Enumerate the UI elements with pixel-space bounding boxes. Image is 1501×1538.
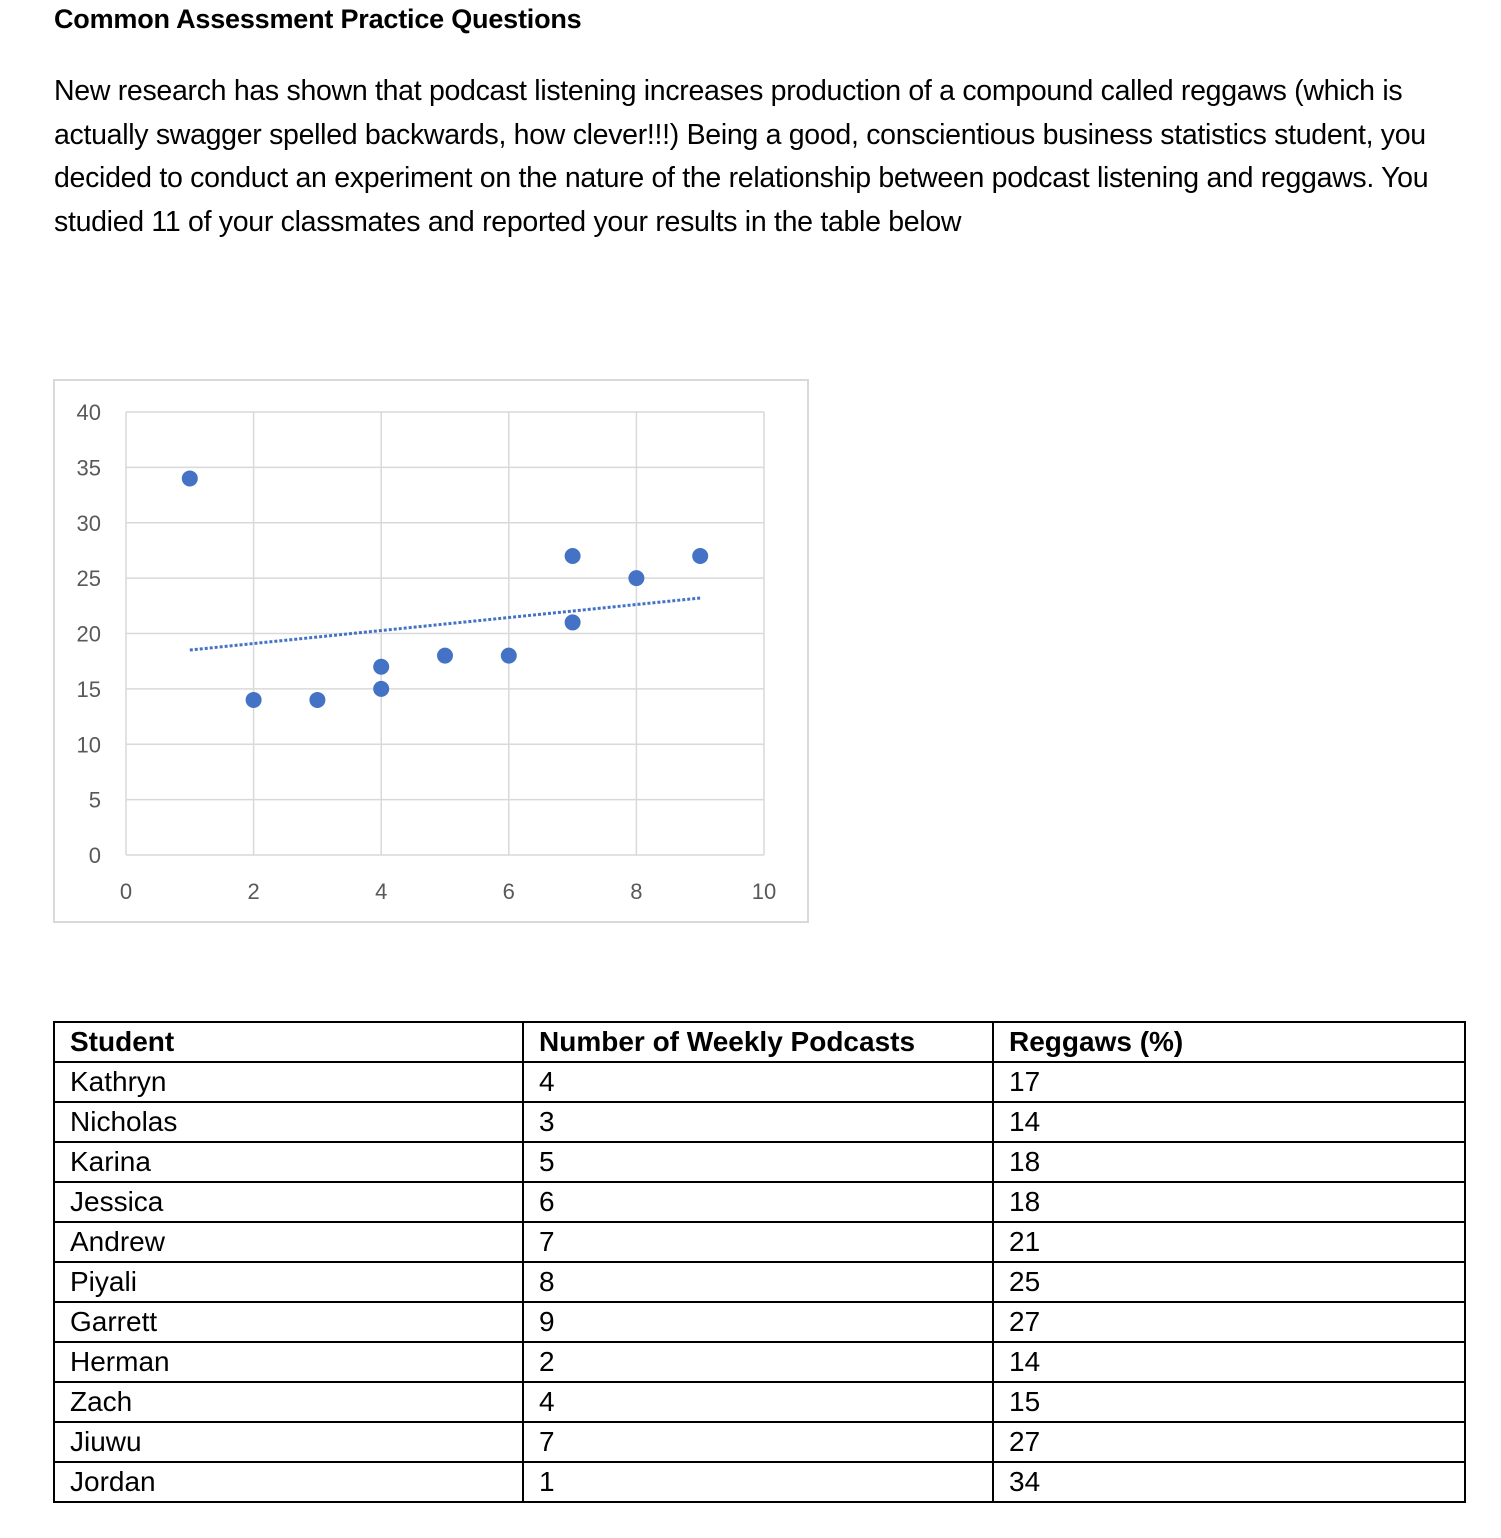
table-row [54,1462,1465,1502]
data-point [373,681,389,697]
x-tick-label: 4 [375,879,388,904]
table-row [54,1102,1465,1142]
table-row [54,1382,1465,1422]
cell-reggaws: 14 [993,1342,1465,1382]
data-point [437,648,453,664]
cell-podcasts: 4 [523,1382,993,1422]
cell-reggaws: 18 [993,1182,1465,1222]
cell-podcasts: 2 [523,1342,993,1382]
cell-reggaws: 21 [993,1222,1465,1262]
data-point [692,548,708,564]
cell-reggaws: 14 [993,1102,1465,1142]
table-row [54,1422,1465,1462]
data-point [565,548,581,564]
table-row [54,1302,1465,1342]
cell-student: Karina [54,1142,523,1182]
cell-podcasts: 7 [523,1222,993,1262]
y-tick-label: 30 [76,510,101,536]
table-row [54,1342,1465,1382]
cell-reggaws: 18 [993,1142,1465,1182]
table-row [54,1142,1465,1182]
table-row [54,1222,1465,1262]
cell-student: Jordan [54,1462,523,1502]
cell-reggaws: 27 [993,1302,1465,1342]
cell-podcasts: 8 [523,1262,993,1302]
results-table [53,1021,1466,1503]
cell-student: Nicholas [54,1102,523,1142]
y-tick-label: 5 [88,787,101,813]
data-point [373,659,389,675]
x-tick-label: 2 [247,879,260,904]
cell-podcasts: 1 [523,1462,993,1502]
trendline [190,598,700,650]
cell-student: Jessica [54,1182,523,1222]
y-tick-label: 35 [76,455,101,481]
cell-podcasts: 3 [523,1102,993,1142]
y-tick-label: 25 [76,566,101,592]
x-tick-label: 10 [751,879,777,904]
cell-podcasts: 5 [523,1142,993,1182]
cell-student: Herman [54,1342,523,1382]
data-point [565,614,581,630]
y-tick-label: 15 [76,676,101,702]
cell-podcasts: 9 [523,1302,993,1342]
y-tick-label: 40 [76,400,101,425]
x-tick-label: 0 [119,879,133,904]
cell-reggaws: 17 [993,1062,1465,1102]
cell-reggaws: 34 [993,1462,1465,1502]
cell-reggaws: 15 [993,1382,1465,1422]
data-point [182,470,198,486]
y-tick-label: 0 [88,843,101,868]
table-row [54,1062,1465,1102]
intro-paragraph: New research has shown that podcast listening increases production of a compound called reggaws (which is actually swagger spelled backwards, how clever!!!) Being a good, conscientious business statistics student, you decided to conduct an experiment on the nature of the relationship between podcast listening and reggaws. You studied 11 of your classmates and reported your results in the table below [54,75,1429,238]
table-row [54,1182,1465,1222]
y-tick-label: 10 [76,732,101,758]
header-student: Student [54,1022,523,1062]
x-tick-label: 8 [630,879,643,904]
cell-student: Kathryn [54,1062,523,1102]
header-reggaws: Reggaws (%) [993,1022,1465,1062]
cell-student: Zach [54,1382,523,1422]
x-tick-label: 6 [502,879,515,904]
cell-reggaws: 27 [993,1422,1465,1462]
cell-student: Garrett [54,1302,523,1342]
data-point [246,692,262,708]
scatter-chart [53,379,809,923]
data-point [309,692,325,708]
data-point [628,570,644,586]
y-tick-label: 20 [76,621,101,647]
header-weekly-podcasts: Number of Weekly Podcasts [523,1022,993,1062]
cell-reggaws: 25 [993,1262,1465,1302]
cell-student: Andrew [54,1222,523,1262]
cell-podcasts: 7 [523,1422,993,1462]
chart-canvas [55,381,807,921]
cell-student: Piyali [54,1262,523,1302]
page-title: Common Assessment Practice Questions [54,4,582,34]
cell-podcasts: 6 [523,1182,993,1222]
cell-student: Jiuwu [54,1422,523,1462]
table-row [54,1262,1465,1302]
table-header-row [54,1022,1465,1062]
cell-podcasts: 4 [523,1062,993,1102]
data-point [501,648,517,664]
